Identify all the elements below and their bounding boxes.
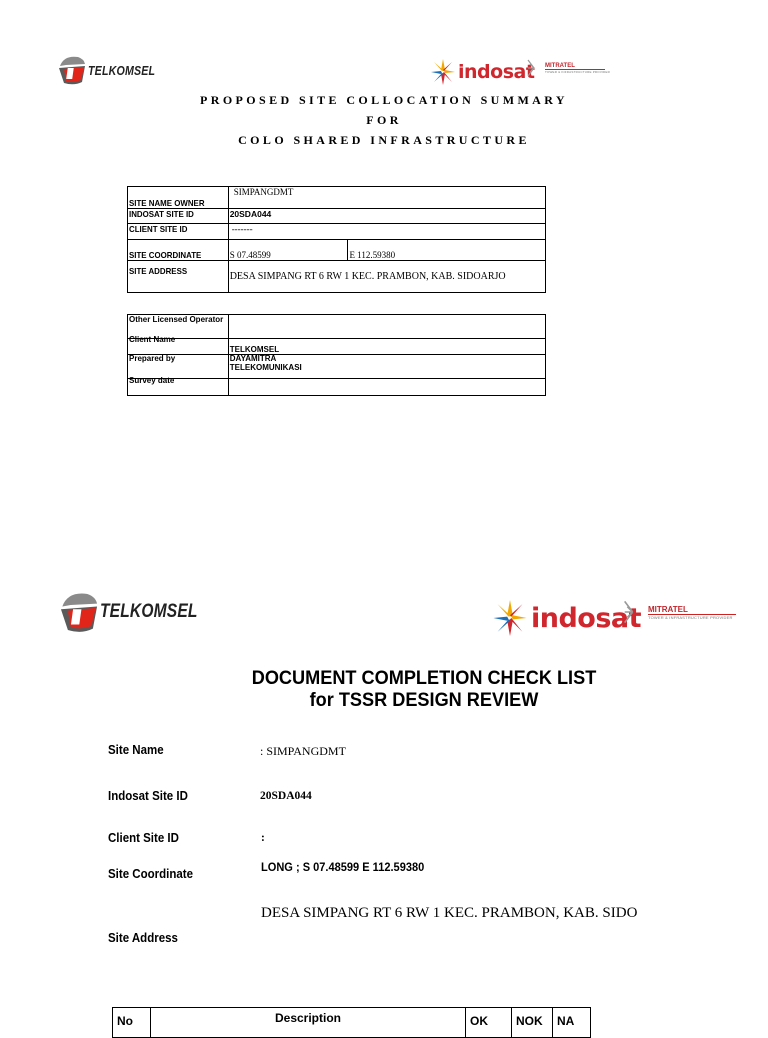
table-row xyxy=(128,355,546,379)
table-row xyxy=(128,339,546,355)
checklist-title-line1: DOCUMENT COMPLETION CHECK LIST xyxy=(251,667,597,689)
indosat-site-id-value: 20SDA044 xyxy=(260,790,312,802)
header-nok: NOK xyxy=(512,1008,553,1038)
site-address-label: Site Address xyxy=(108,931,178,945)
summary-title-line3: COLO SHARED INFRASTRUCTURE xyxy=(238,133,530,147)
site-name-owner-label: SITE NAME OWNER xyxy=(129,198,205,208)
summary-title-line2: FOR xyxy=(366,113,402,127)
table-row xyxy=(128,187,546,209)
summary-title-line1: PROPOSED SITE COLLOCATION SUMMARY xyxy=(200,93,568,107)
survey-date-label: Survey date xyxy=(129,376,175,385)
client-site-id-value: : xyxy=(261,832,265,844)
client-site-id-label: Client Site ID xyxy=(108,831,179,845)
site-coordinate-label: Site Coordinate xyxy=(108,867,193,881)
prepared-by-value: DAYAMITRA TELEKOMUNIKASI xyxy=(229,354,302,372)
mitratel-tower-icon xyxy=(622,598,646,626)
checklist-table xyxy=(112,1007,591,1038)
operator-info-table xyxy=(127,314,546,396)
header-no: No xyxy=(113,1008,151,1038)
header-ok: OK xyxy=(466,1008,512,1038)
site-coordinate-value: LONG ; S 07.48599 E 112.59380 xyxy=(261,860,425,874)
client-site-id-label: CLIENT SITE ID xyxy=(129,224,188,234)
site-address-value: DESA SIMPANG RT 6 RW 1 KEC. PRAMBON, KAB. SIDO xyxy=(261,905,638,921)
checklist-title xyxy=(184,667,664,711)
site-name-label: Site Name xyxy=(108,743,164,757)
client-name-value: TELKOMSEL xyxy=(229,345,280,354)
indosat-star-icon xyxy=(430,58,456,86)
mitratel-tagline: TOWER & INFRASTRUCTURE PROVIDER xyxy=(648,614,733,620)
indosat-logo-page2 xyxy=(492,598,641,638)
client-site-id-value: ------- xyxy=(231,224,253,234)
telkomsel-emblem-icon xyxy=(54,586,104,638)
prepared-by-label: Prepared by xyxy=(129,354,176,363)
other-operator-label: Other Licensed Operator xyxy=(129,315,224,324)
table-row xyxy=(128,261,546,293)
site-coordinate-lat: S 07.48599 xyxy=(229,250,271,260)
indosat-logo xyxy=(430,58,534,86)
mitratel-tower-icon xyxy=(526,58,544,78)
table-row xyxy=(128,224,546,240)
header-description: Description xyxy=(151,1008,466,1038)
table-row xyxy=(128,209,546,224)
indosat-site-id-value: 20SDA044 xyxy=(229,209,272,219)
site-coordinate-label: SITE COORDINATE xyxy=(129,250,202,260)
telkomsel-logo xyxy=(54,52,170,88)
mitratel-wordmark: MITRATEL xyxy=(545,62,575,69)
table-row xyxy=(128,315,546,339)
table-row xyxy=(128,379,546,396)
table-row xyxy=(128,240,546,261)
mitratel-logo xyxy=(526,58,610,78)
mitratel-logo-page2 xyxy=(622,598,736,626)
indosat-wordmark: indosat xyxy=(458,61,535,83)
checklist-title-line2: for TSSR DESIGN REVIEW xyxy=(309,689,539,711)
telkomsel-wordmark: TELKOMSEL xyxy=(88,62,156,78)
site-address-label: SITE ADDRESS xyxy=(129,266,188,276)
site-coordinate-long: E 112.59380 xyxy=(349,250,396,260)
mitratel-tagline: TOWER & INFRASTRUCTURE PROVIDER xyxy=(545,69,610,74)
indosat-wordmark: indosat xyxy=(531,602,642,634)
client-name-label: Client Name xyxy=(129,335,176,344)
indosat-site-id-label: Indosat Site ID xyxy=(108,789,188,803)
telkomsel-emblem-icon xyxy=(54,52,90,88)
site-info-table xyxy=(127,186,546,293)
mitratel-wordmark: MITRATEL xyxy=(648,604,688,614)
header-na: NA xyxy=(553,1008,591,1038)
site-name-owner-value: SIMPANGDMT xyxy=(233,187,294,197)
site-address-value: DESA SIMPANG RT 6 RW 1 KEC. PRAMBON, KAB. SIDOARJO xyxy=(229,271,506,282)
telkomsel-logo-page2 xyxy=(54,586,219,638)
site-name-value: : SIMPANGDMT xyxy=(260,744,346,758)
indosat-star-icon xyxy=(492,598,528,638)
table-header-row xyxy=(113,1008,591,1038)
indosat-site-id-label: INDOSAT SITE ID xyxy=(129,209,194,219)
telkomsel-wordmark: TELKOMSEL xyxy=(100,601,198,622)
